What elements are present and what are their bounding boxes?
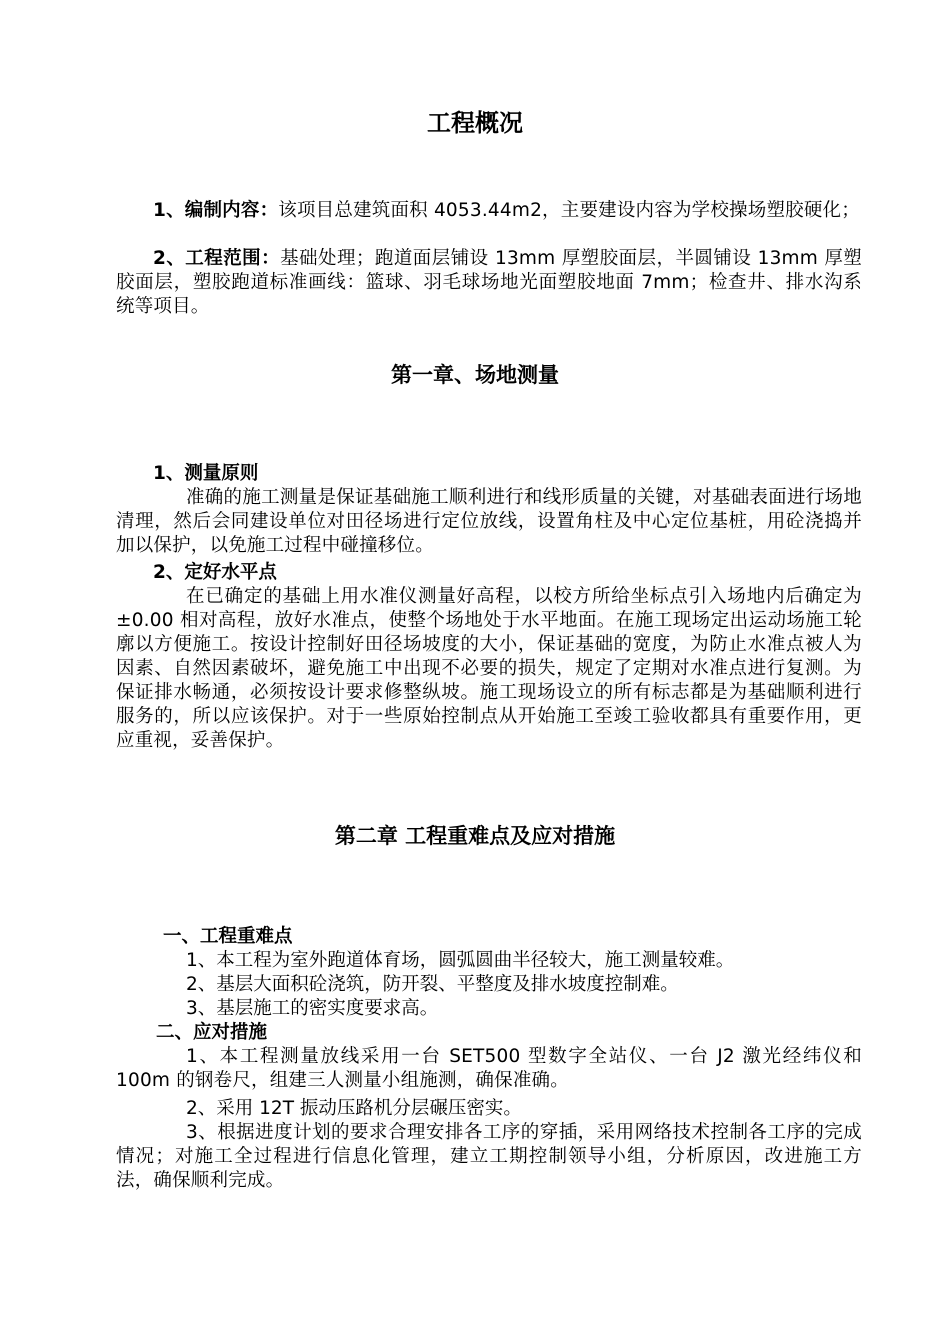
chapter-1-section-1-heading: 1、测量原则 xyxy=(153,463,259,484)
chapter-1-section-1-text: 准确的施工测量是保证基础施工顺利进行和线形质量的关键，对基础表面进行场地清理，然后会同建设单位对田径场进行定位放线，设置角柱及中心定位基桩，用砼浇捣并加以保护，以免施工过程中碰撞移位。 xyxy=(116,487,862,556)
chapter-1-section-2-heading: 2、定好水平点 xyxy=(153,562,277,583)
chapter-2-part-1-item: 2、基层大面积砼浇筑，防开裂、平整度及排水坡度控制难。 xyxy=(186,974,679,995)
chapter-2-part-2-item-3: 3、根据进度计划的要求合理安排各工序的穿插，采用网络技术控制各工序的完成情况；对施工全过程进行信息化管理，建立工期控制领导小组，分析原因，改进施工方法，确保顺利完成。 xyxy=(116,1122,862,1191)
overview-item-1 xyxy=(116,199,862,223)
chapter-2-part-2-item-1: 1、本工程测量放线采用一台 SET500 型数字全站仪、一台 J2 激光经纬仪和 100m 的钢卷尺，组建三人测量小组施测，确保准确。 xyxy=(116,1046,862,1091)
overview-item-2-text: 基础处理；跑道面层铺设 13mm 厚塑胶面层，半圆铺设 13mm 厚塑胶面层，塑胶跑道标准画线：篮球、羽毛球场地光面塑胶地面 7mm；检查井、排水沟系统等项目。 xyxy=(116,248,862,317)
chapter-2-part-1-item: 1、本工程为室外跑道体育场，圆弧圆曲半径较大，施工测量较难。 xyxy=(186,950,735,971)
chapter-2-part-2-heading: 二、应对措施 xyxy=(156,1022,268,1043)
chapter-2-part-1-heading: 一、工程重难点 xyxy=(163,926,293,947)
chapter-2-part-2-item-2: 2、采用 12T 振动压路机分层碾压密实。 xyxy=(186,1098,522,1119)
chapter-2-part-1-item: 3、基层施工的密实度要求高。 xyxy=(186,998,439,1019)
chapter-2-title: 第二章 工程重难点及应对措施 xyxy=(334,824,616,848)
overview-item-2-label: 2、工程范围： xyxy=(153,248,281,269)
overview-item-1-label: 1、编制内容： xyxy=(153,200,279,221)
chapter-1-section-2-text: 在已确定的基础上用水准仪测量好高程，以校方所给坐标点引入场地内后确定为±0.00 相对高程，放好水准点，使整个场地处于水平地面。在施工现场定出运动场施工轮廓以方便施工。按设计控制好田径场坡度的大小，保证基础的宽度，为防止水准点被人为因素、自然因素破坏，避免施工中出现不必要的损失，规定了定期对水准点进行复测。为保证排水畅通，必须按设计要求修整纵坡。施工现场设立的所有标志都是为基础顺利进行服务的，所以应该保护。对于一些原始控制点从开始施工至竣工验收都具有重要作用，更应重视，妥善保护。 xyxy=(116,586,862,751)
overview-item-2 xyxy=(116,247,862,319)
overview-item-1-text: 该项目总建筑面积 4053.44m2，主要建设内容为学校操场塑胶硬化； xyxy=(278,200,860,221)
page-title: 工程概况 xyxy=(427,109,523,137)
chapter-1-title: 第一章、场地测量 xyxy=(391,363,559,387)
